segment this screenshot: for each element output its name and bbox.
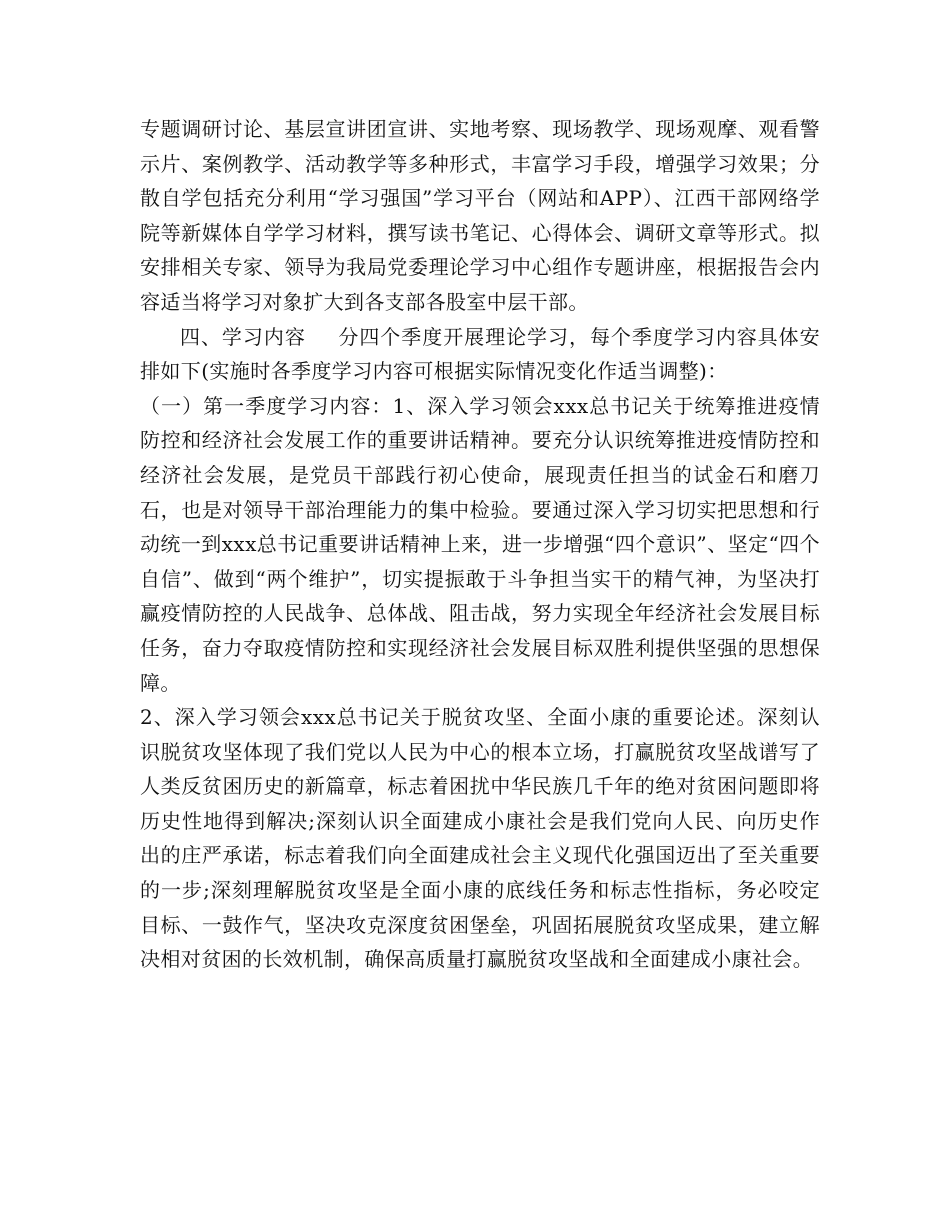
paragraph-section-4	[140, 320, 820, 389]
paragraph-q1-item-2: 2、深入学习领会xxx总书记关于脱贫攻坚、全面小康的重要论述。深刻认识脱贫攻坚体现了我们党以人民为中心的根本立场，打赢脱贫攻坚战谱写了人类反贫困历史的新篇章，标志着困扰中华民族几千年的绝对贫困问题即将历史性地得到解决;深刻认识全面建成小康社会是我们党向人民、向历史作出的庄严承诺，标志着我们向全面建成社会主义现代化强国迈出了至关重要的一步;深刻理解脱贫攻坚是全面小康的底线任务和标志性指标，务必咬定目标、一鼓作气，坚决攻克深度贫困堡垒，巩固拓展脱贫攻坚成果，建立解决相对贫困的长效机制，确保高质量打赢脱贫攻坚战和全面建成小康社会。	[140, 705, 820, 972]
paragraph-study-methods: 专题调研讨论、基层宣讲团宣讲、实地考察、现场教学、现场观摩、观看警示片、案例教学、活动教学等多种形式，丰富学习手段，增强学习效果；分散自学包括充分利用“学习强国”学习平台（网站和APP）、江西干部网络学院等新媒体自学学习材料，撰写读书笔记、心得体会、调研文章等形式。拟安排相关专家、领导为我局党委理论学习中心组作专题讲座，根据报告会内容适当将学习对象扩大到各支部各股室中层干部。	[140, 117, 820, 314]
paragraph-q1-item-1: （一）第一季度学习内容：1、深入学习领会xxx总书记关于统筹推进疫情防控和经济社会发展工作的重要讲话精神。要充分认识统筹推进疫情防控和经济社会发展，是党员干部践行初心使命，展现责任担当的试金石和磨刀石，也是对领导干部治理能力的集中检验。要通过深入学习切实把思想和行动统一到xxx总书记重要讲话精神上来，进一步增强“四个意识”、坚定“四个自信”、做到“两个维护”，切实提振敢于斗争担当实干的精气神，为坚决打赢疫情防控的人民战争、总体战、阻击战，努力实现全年经济社会发展目标任务，奋力夺取疫情防控和实现经济社会发展目标双胜利提供坚强的思想保障。	[140, 393, 820, 695]
section-4-heading: 四、学习内容	[180, 324, 306, 349]
document-body	[140, 112, 820, 977]
section-4-text: 分四个季度开展理论学习，每个季度学习内容具体安排如下(实施时各季度学习内容可根据实际情况变化作适当调整)：	[140, 324, 820, 384]
